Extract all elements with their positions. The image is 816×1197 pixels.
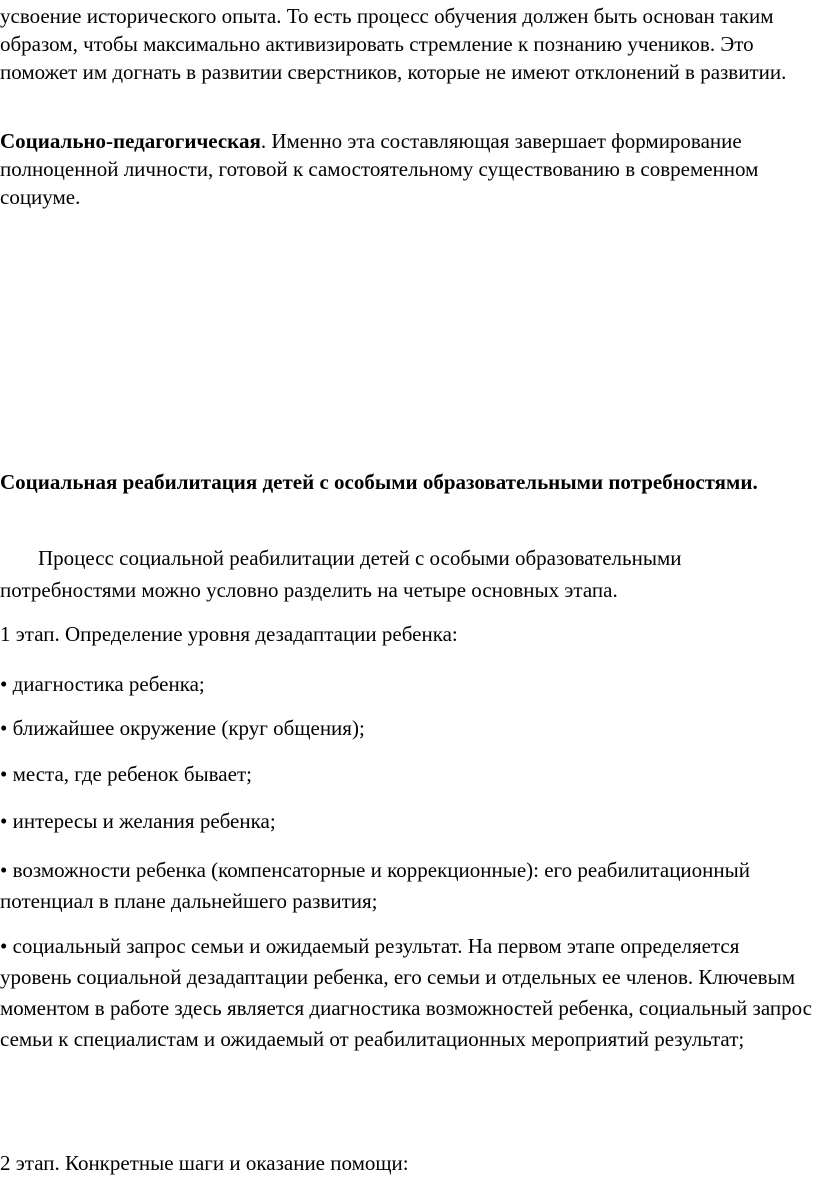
list-item: • интересы и желания ребенка; [0, 809, 276, 833]
list-item: • возможности ребенка (компенсаторные и коррекционные): его реабилитационный потенциал в плане дальнейшего развития; [0, 858, 750, 913]
intro-paragraph: усвоение исторического опыта. То есть процесс обучения должен быть основан таким образом, чтобы максимально активизировать стремление к познанию учеников. Это поможет им догнать в развитии сверстников, которые не имеют отклонений в развитии. [0, 4, 787, 84]
stage1-title: 1 этап. Определение уровня дезадаптации ребенка: [0, 622, 458, 646]
list-item: • ближайшее окружение (круг общения); [0, 716, 365, 740]
process-paragraph: Процесс социальной реабилитации детей с особыми образовательными потребностями можно условно разделить на четыре основных этапа. [0, 546, 682, 602]
list-item: • диагностика ребенка; [0, 672, 205, 696]
list-item: • социальный запрос семьи и ожидаемый результат. На первом этапе определяется уровень социальной дезадаптации ребенка, его семьи и отдельных ее членов. Ключевым моментом в работе здесь является диагностика возможностей ребенка, социальный запрос семьи к специалистам и ожидаемый от реабилитационных мероприятий результат; [0, 934, 812, 1051]
section-heading: Социальная реабилитация детей с особыми образовательными потребностями. [0, 470, 758, 494]
stage2-title: 2 этап. Конкретные шаги и оказание помощи: [0, 1151, 409, 1175]
social-pedagogical-text: . Именно эта составляющая завершает формирование полноценной личности, готовой к самостоятельному существованию в современном социуме. [0, 129, 759, 209]
social-pedagogical-term: Социально-педагогическая [0, 129, 261, 153]
list-item: • места, где ребенок бывает; [0, 762, 252, 786]
social-pedagogical-paragraph [0, 127, 816, 211]
